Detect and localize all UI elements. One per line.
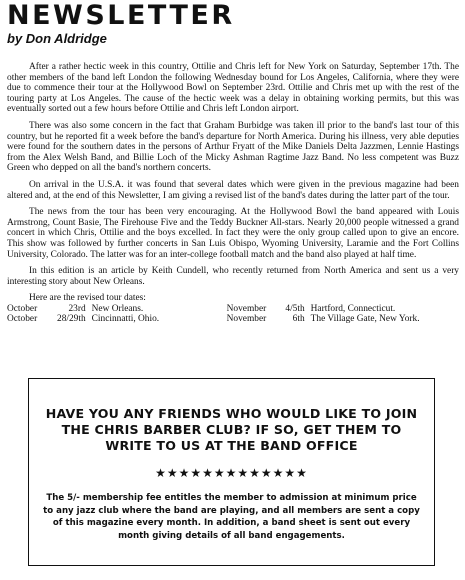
tour-month: October: [7, 303, 38, 314]
page-title: NEWSLETTER: [7, 0, 235, 31]
tour-day: 28/29th: [57, 314, 86, 325]
star-divider: ★★★★★★★★★★★★★: [155, 466, 308, 480]
tour-dates-heading: Here are the revised tour dates:: [29, 293, 146, 304]
paragraph-tour-news: The news from the tour has been very encouraging. At the Hollywood Bowl the band appeared with Louis Armstrong, Count Basie, The Firehouse Five and the Teddy Buckner All-stars. Nearly 20,000 people witnessed a grand concert in which Chris, Ottilie and the boys excelled. In fact they were the only group called upon to give an encore. This show was followed by further concerts in San Luis Obispo, Wyoming University, Laramie and the Fort Collins University, Colorado. The latter was for an inter-college football match and the band also played at half time.: [7, 207, 459, 260]
club-box-heading: HAVE YOU ANY FRIENDS WHO WOULD LIKE TO JOIN THE CHRIS BARBER CLUB? IF SO, GET THEM TO WRITE TO US AT THE BAND OFFICE: [45, 406, 418, 453]
paragraph-departure: After a rather hectic week in this country, Ottilie and Chris left for New York on Saturday, September 17th. The other members of the band left London the following Wednesday bound for Los Angeles, California, where they were due to commence their tour at the Hollywood Bowl on September 23rd. Ottilie and Chris met up with the rest of the touring party at Los Angeles. The cause of the hectic week was a delay in obtaining working permits, but this was eventually sorted out a few hours before Ottilie and Chris left London airport.: [7, 62, 459, 115]
club-box-note: The 5/- membership fee entitles the member to admission at minimum price to any jazz club where the band are playing, and all members are sent a copy of this magazine every month. In addition, a band sheet is sent out every month giving details of all band engagements.: [43, 493, 420, 541]
tour-day: 6th: [292, 314, 305, 325]
paragraph-drummer: There was also some concern in the fact that Graham Burbidge was taken ill prior to the band's last tour of this country, but he reported fit a week before the band's departure for North America. During his illness, very able deputies were found for the southern dates in the persons of Arthur Fryatt of the Mike Daniels Delta Jazzmen, Lennie Hastings from the Alex Welsh Band, and Billie Loch of the Micky Ashman Ragtime Jazz Band. No less competent was Buzz Green who depped on all the band's northern concerts.: [7, 120, 459, 174]
tour-place: Hartford, Connecticut.: [310, 303, 396, 314]
paragraph-article-note: In this edition is an article by Keith Cundell, who recently returned from North America and sent us a very interesting story about New Orleans.: [7, 266, 459, 287]
byline: by Don Aldridge: [7, 31, 107, 46]
tour-month: November: [226, 303, 267, 314]
tour-place: The Village Gate, New York.: [310, 314, 420, 325]
club-membership-box: [28, 378, 435, 566]
tour-month: November: [226, 314, 267, 325]
tour-dates-table: [7, 304, 420, 325]
article-body: [7, 62, 459, 325]
paragraph-dates-altered: On arrival in the U.S.A. it was found that several dates which were given in the previous magazine had been altered and, at the end of this Newsletter, I am giving a revised list of the band's dates during the latter part of the tour.: [7, 179, 459, 201]
tour-row: [7, 314, 420, 325]
tour-month: October: [7, 314, 38, 325]
tour-day: 4/5th: [285, 303, 305, 314]
tour-day: 23rd: [68, 303, 86, 314]
tour-row: [7, 304, 420, 315]
tour-place: Cincinnatti, Ohio.: [91, 314, 160, 325]
tour-place: New Orleans.: [91, 303, 144, 314]
